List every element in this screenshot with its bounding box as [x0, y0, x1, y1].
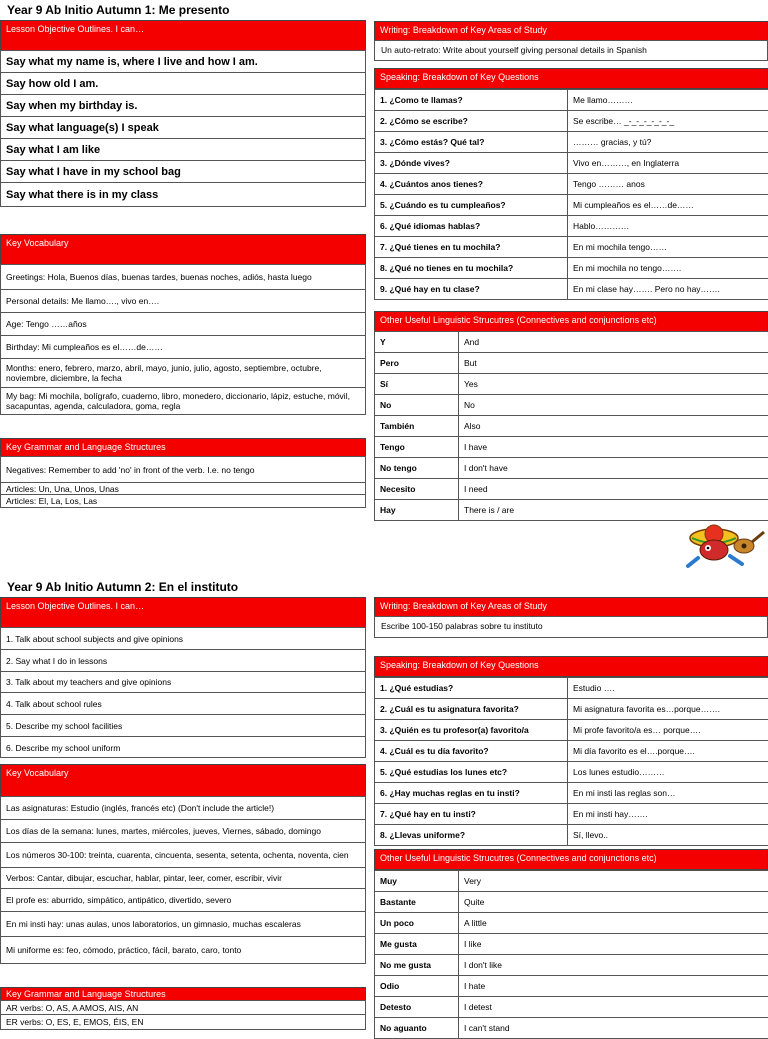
s1-vocab-header: Key Vocabulary — [0, 234, 366, 265]
speaking-row — [375, 258, 768, 279]
vocab-item: Personal details: Me llamo…., vivo en…. — [1, 290, 365, 313]
speaking-row-answer: Mi profe favorito/a es… porque…. — [568, 720, 768, 741]
speaking-row — [375, 111, 768, 132]
structure-row — [375, 458, 768, 479]
structure-row-prompt: No — [375, 395, 459, 416]
structure-row-answer: Also — [459, 416, 768, 437]
speaking-row-prompt: 3. ¿Quién es tu profesor(a) favorito/a — [375, 720, 568, 741]
structure-row-answer: I detest — [459, 997, 768, 1018]
speaking-row — [375, 678, 768, 699]
objective-item: Say what I have in my school bag — [1, 161, 365, 183]
speaking-row-prompt: 9. ¿Qué hay en tu clase? — [375, 279, 568, 300]
vocab-item: Months: enero, febrero, marzo, abril, mayo, junio, julio, agosto, septiembre, octubre, noviembre, diciembre, la fecha — [1, 359, 365, 388]
speaking-row-answer: Estudio …. — [568, 678, 768, 699]
structure-row — [375, 416, 768, 437]
vocab-item: Age: Tengo ……años — [1, 313, 365, 336]
structure-row-prompt: Bastante — [375, 892, 459, 913]
speaking-row-prompt: 2. ¿Cuál es tu asignatura favorita? — [375, 699, 568, 720]
s2-writing-box — [374, 616, 768, 638]
structure-row-answer: I don't like — [459, 955, 768, 976]
structure-row-answer: No — [459, 395, 768, 416]
structure-row-answer: I like — [459, 934, 768, 955]
vocab-item: Greetings: Hola, Buenos días, buenas tardes, buenas noches, adiós, hasta luego — [1, 265, 365, 290]
objective-item: 2. Say what I do in lessons — [1, 650, 365, 672]
speaking-row-prompt: 2. ¿Cómo se escribe? — [375, 111, 568, 132]
speaking-row-answer: Tengo ……… anos — [568, 174, 768, 195]
mariachi-illustration — [684, 520, 766, 570]
speaking-row-prompt: 4. ¿Cuántos anos tienes? — [375, 174, 568, 195]
speaking-row — [375, 783, 768, 804]
s2-objectives-header: Lesson Objective Outlines. I can… — [0, 597, 366, 628]
structure-row — [375, 500, 768, 521]
speaking-row — [375, 153, 768, 174]
speaking-row-answer: Los lunes estudio……… — [568, 762, 768, 783]
s2-speaking-header: Speaking: Breakdown of Key Questions — [374, 656, 768, 677]
grammar-item: Articles: El, La, Los, Las — [1, 495, 365, 507]
structure-row-prompt: Tengo — [375, 437, 459, 458]
objective-item: 5. Describe my school facilities — [1, 715, 365, 737]
speaking-row-answer: En mi mochila no tengo……. — [568, 258, 768, 279]
speaking-row — [375, 720, 768, 741]
structure-row-answer: I can't stand — [459, 1018, 768, 1039]
structure-row — [375, 479, 768, 500]
s1-speaking-header: Speaking: Breakdown of Key Questions — [374, 68, 768, 89]
objective-item: Say when my birthday is. — [1, 95, 365, 117]
grammar-item: Articles: Un, Una, Unos, Unas — [1, 483, 365, 495]
speaking-row-prompt: 7. ¿Qué tienes en tu mochila? — [375, 237, 568, 258]
speaking-row-answer: En mi mochila tengo…… — [568, 237, 768, 258]
s2-writing-text: Escribe 100-150 palabras sobre tu instituto — [375, 617, 767, 631]
s2-other-table — [374, 870, 768, 1039]
speaking-row — [375, 195, 768, 216]
objective-item: Say what there is in my class — [1, 183, 365, 206]
structure-row-prompt: Un poco — [375, 913, 459, 934]
structure-row-answer: Quite — [459, 892, 768, 913]
structure-row-prompt: Pero — [375, 353, 459, 374]
structure-row — [375, 437, 768, 458]
s1-grammar-list — [0, 456, 366, 508]
speaking-row-answer: Mi asignatura favorita es…porque……. — [568, 699, 768, 720]
grammar-item: AR verbs: O, AS, A AMOS, AIS, AN — [1, 1001, 365, 1015]
structure-row-prompt: También — [375, 416, 459, 437]
vocab-item: Los días de la semana: lunes, martes, miércoles, jueves, Viernes, sábado, domingo — [1, 820, 365, 843]
s2-vocab-list — [0, 796, 366, 964]
speaking-row-prompt: 6. ¿Hay muchas reglas en tu insti? — [375, 783, 568, 804]
objective-item: 4. Talk about school rules — [1, 693, 365, 715]
speaking-row-prompt: 4. ¿Cuál es tu día favorito? — [375, 741, 568, 762]
speaking-row — [375, 174, 768, 195]
structure-row-prompt: Muy — [375, 871, 459, 892]
speaking-row — [375, 132, 768, 153]
speaking-row-answer: En mi clase hay……. Pero no hay……. — [568, 279, 768, 300]
speaking-row — [375, 762, 768, 783]
s1-other-header: Other Useful Linguistic Strucutres (Connectives and conjunctions etc) — [374, 311, 768, 332]
objective-item: Say what my name is, where I live and how I am. — [1, 51, 365, 73]
speaking-row-prompt: 1. ¿Como te llamas? — [375, 90, 568, 111]
structure-row — [375, 332, 768, 353]
s2-grammar-list — [0, 1000, 366, 1030]
objective-item: 3. Talk about my teachers and give opinions — [1, 672, 365, 693]
structure-row-answer: I have — [459, 437, 768, 458]
structure-row-answer: I hate — [459, 976, 768, 997]
speaking-row-prompt: 1. ¿Qué estudias? — [375, 678, 568, 699]
s1-speaking-table — [374, 89, 768, 300]
structure-row-answer: I don't have — [459, 458, 768, 479]
structure-row — [375, 374, 768, 395]
structure-row — [375, 913, 768, 934]
speaking-row-prompt: 3. ¿Cómo estás? Qué tal? — [375, 132, 568, 153]
speaking-row-prompt: 3. ¿Dónde vives? — [375, 153, 568, 174]
structure-row — [375, 955, 768, 976]
structure-row-prompt: Hay — [375, 500, 459, 521]
structure-row-prompt: No aguanto — [375, 1018, 459, 1039]
vocab-item: Los números 30-100: treinta, cuarenta, cincuenta, sesenta, setenta, ochenta, noventa, cien — [1, 843, 365, 868]
structure-row-answer: But — [459, 353, 768, 374]
speaking-row — [375, 741, 768, 762]
s1-objectives-list — [0, 50, 366, 207]
structure-row-answer: Yes — [459, 374, 768, 395]
s1-objectives-header: Lesson Objective Outlines. I can… — [0, 20, 366, 51]
structure-row-prompt: Odio — [375, 976, 459, 997]
objective-item: 6. Describe my school uniform — [1, 737, 365, 758]
structure-row — [375, 892, 768, 913]
speaking-row-answer: Mi cumpleaños es el……de…… — [568, 195, 768, 216]
s1-writing-text: Un auto-retrato: Write about yourself giving personal details in Spanish — [375, 41, 767, 55]
speaking-row — [375, 237, 768, 258]
speaking-row-answer: En mi insti hay……. — [568, 804, 768, 825]
speaking-row-answer: Me llamo……… — [568, 90, 768, 111]
structure-row — [375, 1018, 768, 1039]
structure-row-prompt: No me gusta — [375, 955, 459, 976]
speaking-row-prompt: 8. ¿Qué no tienes en tu mochila? — [375, 258, 568, 279]
objective-item: 1. Talk about school subjects and give opinions — [1, 628, 365, 650]
objective-item: Say what I am like — [1, 139, 365, 161]
speaking-row-prompt: 5. ¿Qué estudias los lunes etc? — [375, 762, 568, 783]
speaking-row-answer: Vivo en………, en Inglaterra — [568, 153, 768, 174]
structure-row — [375, 871, 768, 892]
s1-other-table — [374, 331, 768, 521]
s1-vocab-list — [0, 264, 366, 415]
speaking-row-answer: ……… gracias, y tú? — [568, 132, 768, 153]
structure-row-prompt: Necesito — [375, 479, 459, 500]
structure-row-prompt: No tengo — [375, 458, 459, 479]
vocab-item: El profe es: aburrido, simpático, antipático, divertido, severo — [1, 889, 365, 912]
speaking-row-answer: Se escribe… _-_-_-_-_-_-_ — [568, 111, 768, 132]
speaking-row-answer: En mi insti las reglas son… — [568, 783, 768, 804]
s1-grammar-header: Key Grammar and Language Structures — [0, 438, 366, 457]
structure-row-prompt: Detesto — [375, 997, 459, 1018]
structure-row — [375, 934, 768, 955]
grammar-item: ER verbs: O, ES, E, EMOS, ÉIS, EN — [1, 1015, 365, 1029]
structure-row-prompt: Y — [375, 332, 459, 353]
speaking-row — [375, 699, 768, 720]
speaking-row-prompt: 7. ¿Qué hay en tu insti? — [375, 804, 568, 825]
section1-title: Year 9 Ab Initio Autumn 1: Me presento — [7, 3, 229, 17]
structure-row-answer: A little — [459, 913, 768, 934]
vocab-item: Birthday: Mi cumpleaños es el……de…… — [1, 336, 365, 359]
structure-row-prompt: Me gusta — [375, 934, 459, 955]
speaking-row-answer: Hablo………… — [568, 216, 768, 237]
s2-speaking-table — [374, 677, 768, 846]
vocab-item: Verbos: Cantar, dibujar, escuchar, hablar, pintar, leer, comer, escribir, vivir — [1, 868, 365, 889]
speaking-row — [375, 279, 768, 300]
s2-objectives-list — [0, 627, 366, 758]
speaking-row — [375, 804, 768, 825]
structure-row — [375, 353, 768, 374]
speaking-row-answer: Sí, llevo.. — [568, 825, 768, 846]
s2-vocab-header: Key Vocabulary — [0, 764, 366, 797]
structure-row-answer: And — [459, 332, 768, 353]
structure-row — [375, 395, 768, 416]
section2-title: Year 9 Ab Initio Autumn 2: En el instituto — [7, 580, 238, 594]
structure-row — [375, 976, 768, 997]
vocab-item: Mi uniforme es: feo, cómodo, práctico, fácil, barato, caro, tonto — [1, 937, 365, 962]
structure-row — [375, 997, 768, 1018]
s2-grammar-header: Key Grammar and Language Structures — [0, 987, 366, 1001]
s1-writing-box — [374, 40, 768, 61]
s2-writing-header: Writing: Breakdown of Key Areas of Study — [374, 597, 768, 617]
structure-row-answer: There is / are — [459, 500, 768, 521]
vocab-item: My bag: Mi mochila, bolígrafo, cuaderno, libro, monedero, diccionario, lápiz, estuche, móvil, sacapuntas, agenda, calculadora, goma, regla — [1, 388, 365, 414]
speaking-row-prompt: 5. ¿Cuándo es tu cumpleaños? — [375, 195, 568, 216]
speaking-row-prompt: 8. ¿Llevas uniforme? — [375, 825, 568, 846]
structure-row-answer: I need — [459, 479, 768, 500]
objective-item: Say what language(s) I speak — [1, 117, 365, 139]
vocab-item: En mi insti hay: unas aulas, unos laboratorios, un gimnasio, muchas escaleras — [1, 912, 365, 937]
objective-item: Say how old I am. — [1, 73, 365, 95]
structure-row-answer: Very — [459, 871, 768, 892]
structure-row-prompt: Sí — [375, 374, 459, 395]
vocab-item: Las asignaturas: Estudio (inglés, francés etc) (Don't include the article!) — [1, 797, 365, 820]
s1-writing-header: Writing: Breakdown of Key Areas of Study — [374, 21, 768, 41]
speaking-row-prompt: 6. ¿Qué idiomas hablas? — [375, 216, 568, 237]
grammar-item: Negatives: Remember to add 'no' in front of the verb. I.e. no tengo — [1, 457, 365, 483]
s2-other-header: Other Useful Linguistic Strucutres (Connectives and conjunctions etc) — [374, 849, 768, 870]
speaking-row-answer: Mi día favorito es el….porque…. — [568, 741, 768, 762]
speaking-row — [375, 216, 768, 237]
speaking-row — [375, 90, 768, 111]
speaking-row — [375, 825, 768, 846]
